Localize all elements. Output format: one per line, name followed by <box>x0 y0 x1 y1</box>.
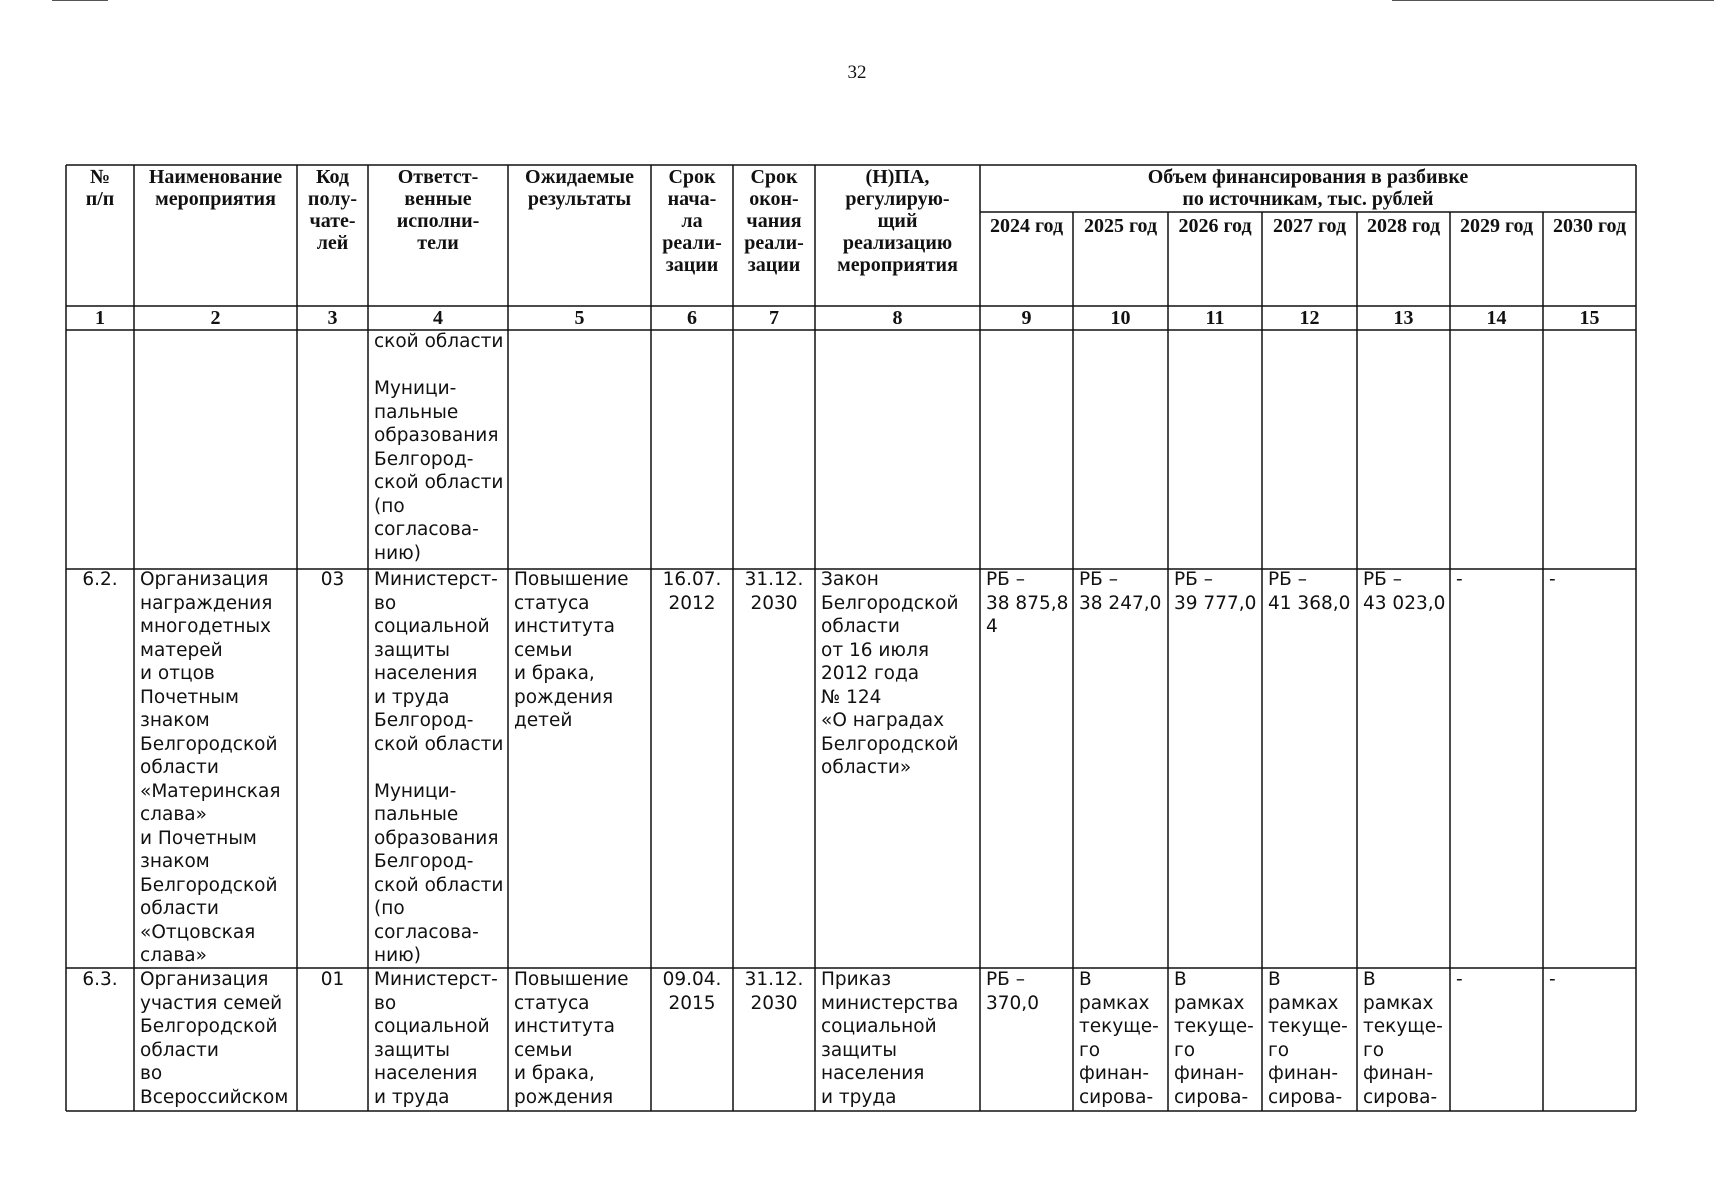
row-6-2-end-date: 31.12. 2030 <box>744 569 804 614</box>
page-number: 32 <box>847 62 867 83</box>
column-number: 3 <box>327 307 338 329</box>
header-year-2029: 2029 год <box>1459 215 1534 237</box>
column-number: 1 <box>95 307 105 329</box>
row-6-3-npa: Приказ министерства социальной защиты населения и труда <box>821 969 959 1108</box>
column-number: 12 <box>1299 307 1320 329</box>
header-results: Ожидаемые результаты <box>525 166 634 210</box>
row-6-2-2025: РБ – 38 247,0 <box>1079 569 1162 614</box>
row-6-2-2029: - <box>1456 569 1463 590</box>
row-6-2-npa: Закон Белгородской области от 16 июля 2012 года № 124 «О наградах Белгородской области» <box>821 569 959 778</box>
header-year-2025: 2025 год <box>1083 215 1158 237</box>
row-6-2-name: Организация награждения многодетных матерей и отцов Почетным знаком Белгородской области «Материнская слава» и Почетным знаком Белгородской области «Отцовская слава» <box>140 569 281 966</box>
column-number: 15 <box>1579 307 1600 329</box>
column-number: 6 <box>687 307 697 329</box>
header-year-2027: 2027 год <box>1272 215 1347 237</box>
row-6-3-number: 6.3. <box>82 969 118 990</box>
row-6-3-results: Повышение статуса института семьи и брака, рождения <box>514 969 629 1108</box>
row-continuation-executors: ской области Муници- пальные образования Белгород- ской области (по согласова- нию) <box>374 331 504 564</box>
row-6-3-code: 01 <box>320 969 345 990</box>
row-6-3-2026: В рамках текуще- го финан- сирова- <box>1174 969 1254 1108</box>
column-number: 10 <box>1110 307 1131 329</box>
header-name: Наименование мероприятия <box>148 166 283 210</box>
row-6-2-2026: РБ – 39 777,0 <box>1174 569 1257 614</box>
row-6-2-2027: РБ – 41 368,0 <box>1268 569 1351 614</box>
column-number: 5 <box>574 307 585 329</box>
column-number: 14 <box>1486 307 1507 329</box>
header-year-2024: 2024 год <box>989 215 1064 237</box>
column-number: 9 <box>1021 307 1032 329</box>
header-end: Срок окон- чания реали- зации <box>744 166 804 276</box>
column-number: 11 <box>1205 307 1225 329</box>
header-year-2030: 2030 год <box>1552 215 1627 237</box>
row-6-2-2030: - <box>1549 569 1556 590</box>
column-number: 13 <box>1393 307 1414 329</box>
row-6-3-2030: - <box>1549 969 1556 990</box>
row-6-3-2024: РБ – 370,0 <box>986 969 1039 1014</box>
header-npa: (Н)ПА, регулирую- щий реализацию мероприятия <box>837 166 958 276</box>
row-6-2-code: 03 <box>320 569 345 590</box>
column-number: 7 <box>769 307 779 329</box>
column-number: 8 <box>892 307 903 329</box>
header-start: Срок нача- ла реали- зации <box>662 166 722 276</box>
row-6-3-executors: Министерст- во социальной защиты населения и труда <box>374 969 498 1108</box>
row-6-3-2027: В рамках текуще- го финан- сирова- <box>1268 969 1348 1108</box>
header-funding: Объем финансирования в разбивке по источникам, тыс. рублей <box>1147 166 1469 210</box>
header-executors: Ответст- венные исполни- тели <box>396 166 480 254</box>
column-number: 4 <box>433 307 443 329</box>
header-no: № п/п <box>85 166 115 210</box>
row-6-2-2028: РБ – 43 023,0 <box>1363 569 1446 614</box>
row-6-3-2029: - <box>1456 969 1463 990</box>
row-6-3-2028: В рамках текуще- го финан- сирова- <box>1363 969 1443 1108</box>
column-number: 2 <box>210 307 221 329</box>
row-6-2-start-date: 16.07. 2012 <box>662 569 722 614</box>
row-6-2-2024: РБ – 38 875,8 4 <box>986 569 1069 637</box>
row-6-3-2025: В рамках текуще- го финан- сирова- <box>1079 969 1159 1108</box>
header-year-2028: 2028 год <box>1366 215 1441 237</box>
row-6-3-start-date: 09.04. 2015 <box>662 969 722 1014</box>
row-6-2-results: Повышение статуса института семьи и брака, рождения детей <box>514 569 629 731</box>
header-code: Код полу- чате- лей <box>307 166 358 254</box>
row-6-2-executors: Министерст- во социальной защиты населения и труда Белгород- ской области Муници- пальные образования Белгород- ской области (по согласова- нию) <box>374 569 504 966</box>
row-6-2-number: 6.2. <box>82 569 118 590</box>
row-6-3-end-date: 31.12. 2030 <box>744 969 804 1014</box>
row-6-3-name: Организация участия семей Белгородской области во Всероссийском <box>140 969 289 1108</box>
header-year-2026: 2026 год <box>1178 215 1252 237</box>
